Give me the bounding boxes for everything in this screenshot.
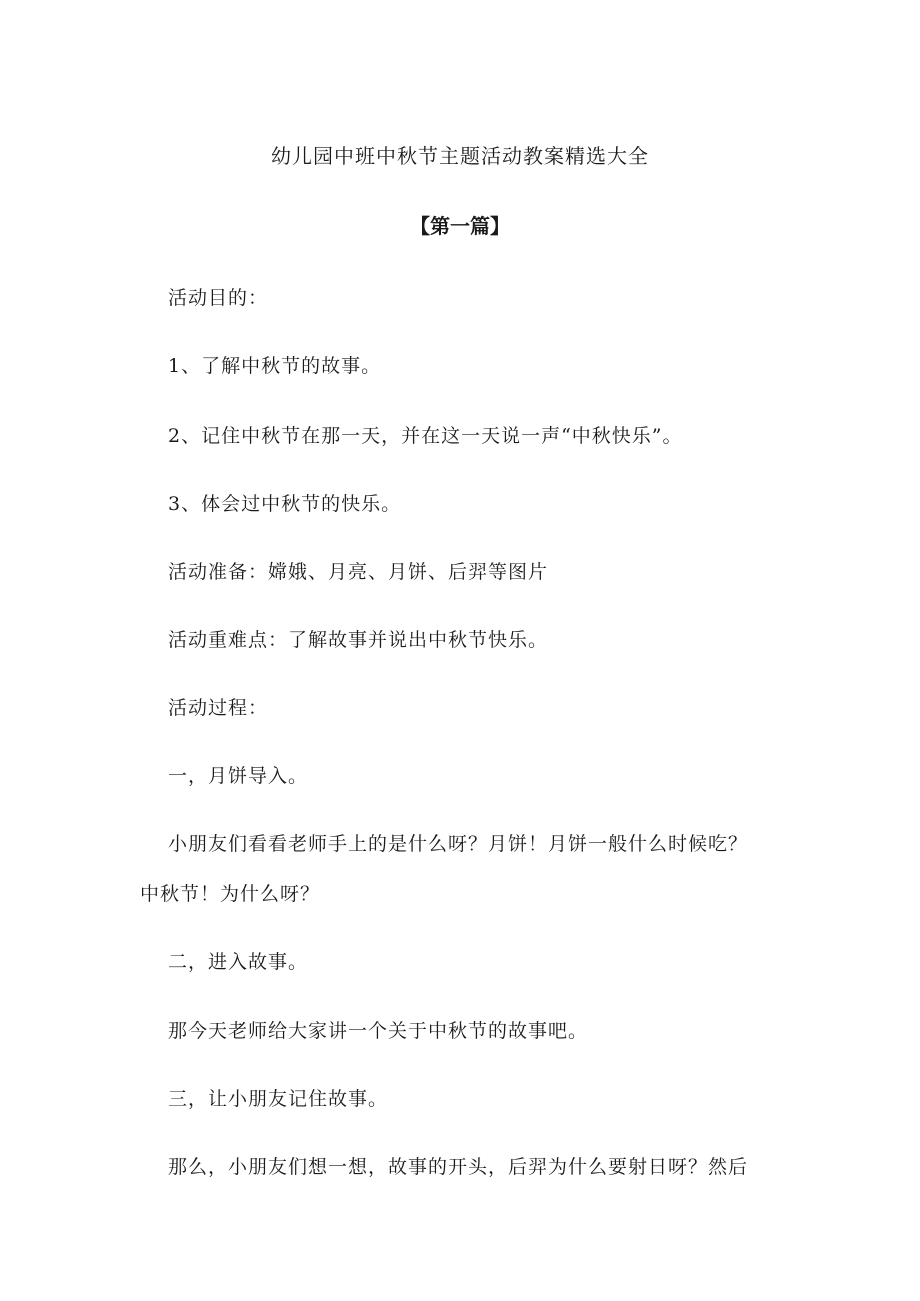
paragraph-process: 活动过程： xyxy=(168,697,269,719)
paragraph-step-2: 二，进入故事。 xyxy=(168,951,309,973)
paragraph-step-3-text: 那么，小朋友们想一想，故事的开头，后羿为什么要射日呀？然后 xyxy=(168,1156,749,1178)
paragraph-key-points: 活动重难点：了解故事并说出中秋节快乐。 xyxy=(168,629,549,651)
paragraph-activity-goal: 活动目的： xyxy=(168,287,269,309)
paragraph-goal-1: 1、了解中秋节的故事。 xyxy=(168,355,382,377)
paragraph-step-3: 三，让小朋友记住故事。 xyxy=(168,1088,389,1110)
paragraph-step-1-text: 小朋友们看看老师手上的是什么呀？月饼！月饼一般什么时候吃？ xyxy=(168,833,749,855)
paragraph-step-1: 一，月饼导入。 xyxy=(168,765,309,787)
paragraph-preparation: 活动准备：嫦娥、月亮、月饼、后羿等图片 xyxy=(168,561,549,583)
section-heading: 【第一篇】 xyxy=(410,214,510,238)
paragraph-goal-2: 2、记住中秋节在那一天，并在这一天说一声“中秋快乐”。 xyxy=(168,425,683,447)
document-title: 幼儿园中班中秋节主题活动教案精选大全 xyxy=(271,144,649,168)
paragraph-step-2-text: 那今天老师给大家讲一个关于中秋节的故事吧。 xyxy=(168,1020,589,1042)
paragraph-goal-3: 3、体会过中秋节的快乐。 xyxy=(168,493,402,515)
paragraph-step-1-text-continued: 中秋节！为什么呀？ xyxy=(140,883,321,905)
